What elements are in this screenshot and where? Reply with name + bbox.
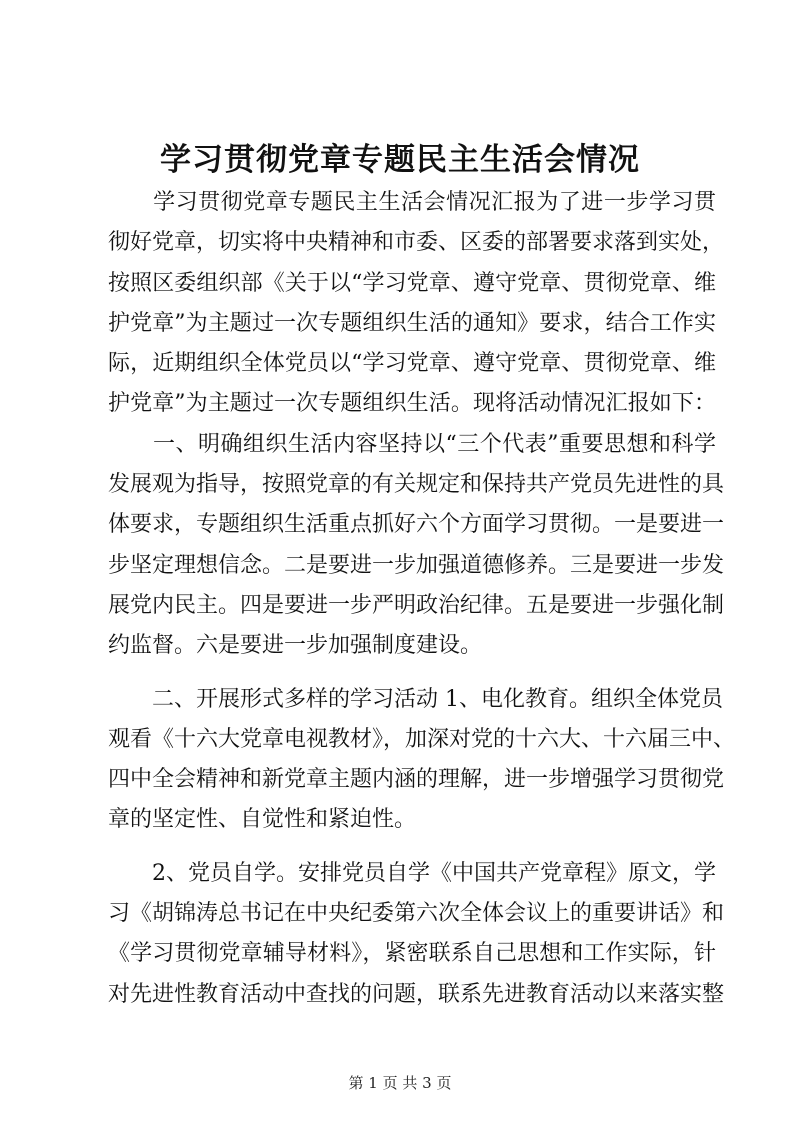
text-line: 展党内民主。四是要进一步严明政治纪律。五是要进一步强化制 [108, 592, 725, 618]
paragraph-4 [108, 854, 725, 1015]
text-line: 观看《十六大党章电视教材》，加深对党的十六大、十六届三中、 [108, 726, 736, 752]
text-line: 体要求，专题组织生活重点抓好六个方面学习贯彻。一是要进一 [108, 512, 725, 538]
text-line: 彻好党章，切实将中央精神和市委、区委的部署要求落到实处， [108, 230, 725, 256]
paragraph-3 [108, 680, 736, 841]
text-line: 四中全会精神和新党章主题内涵的理解，进一步增强学习贯彻党 [108, 767, 725, 793]
text-line: 学习贯彻党章专题民主生活会情况汇报为了进一步学习贯 [108, 190, 716, 215]
document-title: 学习贯彻党章专题民主生活会情况 [160, 142, 640, 178]
paragraph-2 [108, 425, 725, 667]
page-footer: 第 1 页 共 3 页 [348, 1074, 452, 1092]
text-line: 二、开展形式多样的学习活动 1、电化教育。组织全体党员 [108, 686, 723, 712]
text-line: 2、党员自学。安排党员自学《中国共产党章程》原文，学 [108, 860, 716, 886]
text-line: 步坚定理想信念。二是要进一步加强道德修养。三是要进一步发 [108, 552, 725, 578]
text-line: 护党章”为主题过一次专题组织生活。现将活动情况汇报如下： [108, 391, 716, 417]
text-line: 护党章”为主题过一次专题组织生活的通知》要求，结合工作实 [108, 310, 716, 336]
paragraph-1 [108, 183, 725, 425]
text-line: 一、明确组织生活内容坚持以“三个代表”重要思想和科学 [108, 431, 716, 457]
text-line: 《学习贯彻党章辅导材料》，紧密联系自己思想和工作实际，针 [108, 941, 716, 967]
paragraph-gap [108, 667, 716, 680]
text-line: 际，近期组织全体党员以“学习党章、遵守党章、贯彻党章、维 [108, 351, 716, 377]
text-line: 发展观为指导，按照党章的有关规定和保持共产党员先进性的具 [108, 472, 725, 498]
text-line: 习《胡锦涛总书记在中央纪委第六次全体会议上的重要讲话》和 [108, 901, 725, 927]
document-body [108, 183, 736, 1015]
paragraph-gap [108, 841, 716, 854]
text-line: 章的坚定性、自觉性和紧迫性。 [108, 807, 417, 833]
text-line: 约监督。六是要进一步加强制度建设。 [108, 633, 483, 659]
text-line: 对先进性教育活动中查找的问题，联系先进教育活动以来落实整 [108, 981, 725, 1007]
text-line: 按照区委组织部《关于以“学习党章、遵守党章、贯彻党章、维 [108, 270, 716, 296]
